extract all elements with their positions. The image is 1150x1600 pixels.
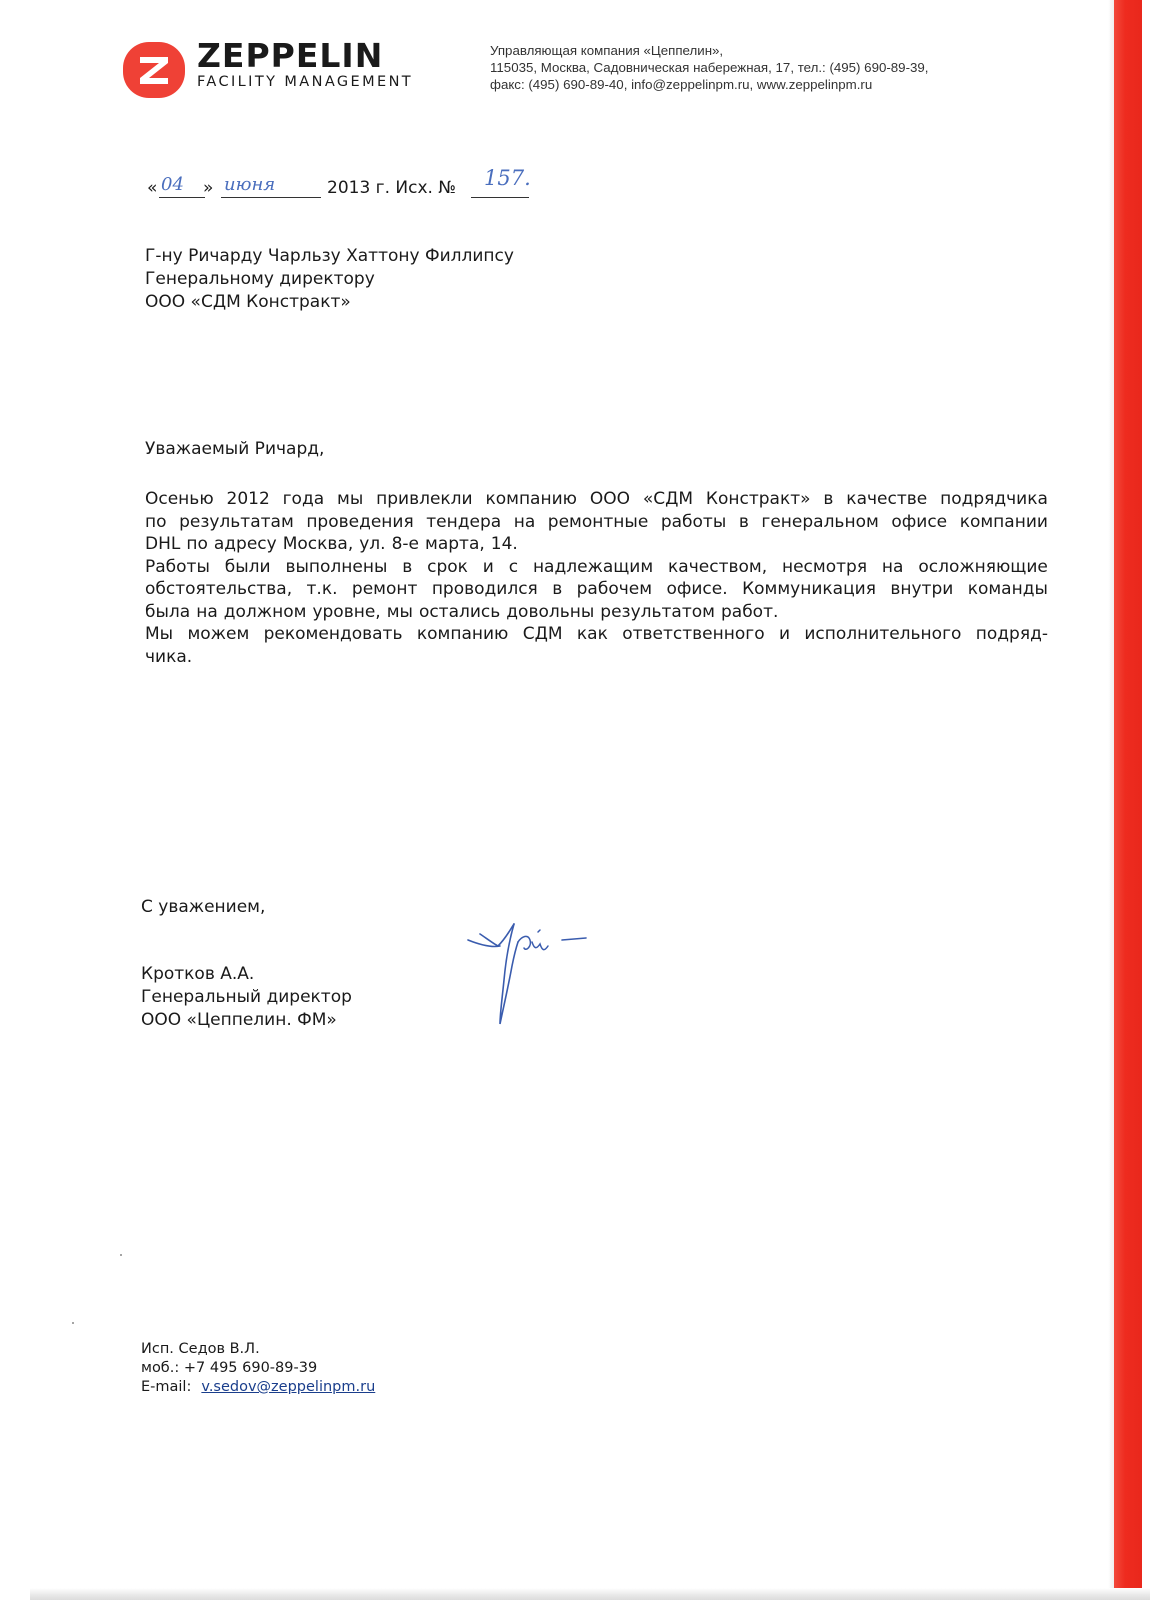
closing-text: С уважением, — [141, 897, 266, 917]
company-info-line: 115035, Москва, Садовническая набережная, 17, тел.: (495) 690-89-39, — [490, 60, 929, 75]
body-word: чика. — [145, 646, 193, 667]
body-word: Констракт» — [705, 489, 811, 509]
month-underline — [221, 197, 321, 198]
scan-speck — [120, 1254, 122, 1256]
body-word: можем — [187, 624, 250, 644]
body-word: офисе. — [666, 579, 728, 599]
body-word: довольны — [506, 601, 595, 622]
recipient-name: Г-ну Ричарду Чарльзу Хаттону Филлипсу — [145, 246, 514, 266]
body-word: на — [881, 556, 904, 577]
body-word: и — [482, 556, 494, 577]
closing — [141, 896, 265, 919]
body-word: были — [224, 556, 271, 577]
body-word: проведения — [306, 511, 414, 532]
body-word: срок — [427, 556, 468, 577]
body-word: года — [282, 489, 325, 509]
body-word: ремонт — [351, 579, 418, 599]
body-word: привлекли — [376, 489, 473, 509]
body-word: результатам — [179, 511, 294, 532]
body-word: работы — [660, 511, 727, 532]
body-line — [145, 556, 1048, 579]
ref-number-handwritten: 157. — [484, 166, 531, 190]
body-word: Коммуникация — [742, 579, 876, 599]
body-word: качеством, — [668, 556, 768, 577]
salutation-text: Уважаемый Ричард, — [145, 439, 325, 459]
body-word: 14. — [490, 534, 518, 554]
body-word: исполнительного — [804, 624, 962, 644]
body-word: т.к. — [306, 579, 338, 599]
email-link[interactable]: v.sedov@zeppelinpm.ru — [201, 1379, 376, 1395]
executor-name: Исп. Седов В.Л. — [141, 1341, 260, 1357]
zeppelin-z-logo-icon — [123, 42, 185, 98]
body-word: обстоятельства, — [145, 579, 293, 599]
signer-company: ООО «Цеппелин. ФМ» — [141, 1010, 337, 1030]
number-underline — [471, 197, 529, 198]
body-word: «СДМ — [642, 489, 694, 509]
email-label: E-mail: — [141, 1379, 192, 1395]
body-word: Работы — [145, 556, 210, 577]
body-word: адресу — [213, 534, 277, 554]
day-underline — [159, 197, 205, 198]
date-day-handwritten: 04 — [161, 174, 184, 195]
handwritten-signature — [466, 918, 596, 1046]
body-word: марта, — [425, 534, 485, 554]
executor-email-row — [141, 1378, 375, 1397]
body-line — [145, 488, 1048, 511]
scan-speck — [72, 1322, 74, 1324]
body-word: на — [196, 601, 218, 622]
salutation — [145, 438, 324, 461]
executor-mobile: моб.: +7 495 690-89-39 — [141, 1360, 318, 1376]
body-word: работ. — [720, 601, 779, 622]
page-bottom-edge — [30, 1588, 1150, 1600]
body-word: на — [513, 511, 536, 532]
body-line — [145, 511, 1048, 534]
recipient-position: Генеральному директору — [145, 269, 375, 289]
body-word: остались — [418, 601, 501, 622]
company-info-line: Управляющая компания «Цеппелин», — [490, 43, 724, 58]
body-line — [145, 533, 1048, 556]
body-word: по — [145, 511, 167, 532]
letter-body — [145, 488, 1048, 668]
body-word: качестве — [846, 489, 928, 509]
body-word: подрядчика — [940, 489, 1048, 509]
body-word: в — [823, 489, 834, 509]
body-word: 8-е — [391, 534, 420, 554]
body-line — [145, 601, 1048, 624]
logo-subtitle: FACILITY MANAGEMENT — [197, 74, 414, 90]
body-word: Осенью — [145, 489, 214, 509]
body-word: несмотря — [781, 556, 868, 577]
body-word: по — [186, 534, 208, 554]
body-word: должном — [223, 601, 307, 622]
date-close-quote: » — [203, 178, 214, 198]
body-line — [145, 578, 1048, 601]
recipient-block — [145, 245, 514, 314]
body-word: компанию — [485, 489, 577, 509]
signer-block — [141, 963, 352, 1032]
body-word: и — [778, 624, 791, 644]
body-word: команды — [967, 579, 1048, 599]
executor-footer — [141, 1340, 375, 1397]
signer-name: Кротков А.А. — [141, 964, 255, 984]
body-word: рабочем — [576, 579, 653, 599]
body-word: внутри — [890, 579, 954, 599]
body-word: компанию — [416, 624, 509, 644]
body-word: подряд- — [975, 624, 1048, 644]
signer-position: Генеральный директор — [141, 987, 352, 1007]
body-word: в — [738, 511, 749, 532]
body-word: уровне, — [312, 601, 381, 622]
date-open-quote: « — [147, 178, 158, 198]
recipient-company: ООО «СДМ Констракт» — [145, 292, 351, 312]
body-word: проводился — [431, 579, 538, 599]
body-word: рекомендовать — [263, 624, 403, 644]
body-word: надлежащим — [532, 556, 654, 577]
date-year-ref-label: 2013 г. Исх. № — [327, 178, 457, 198]
date-month-handwritten: июня — [224, 174, 276, 195]
body-word: была — [145, 601, 191, 622]
red-side-stripe — [1114, 0, 1142, 1596]
body-word: ООО — [589, 489, 630, 509]
body-word: DHL — [145, 534, 181, 554]
body-word: результатом — [600, 601, 715, 622]
body-word: 2012 — [226, 489, 270, 509]
body-word: мы — [386, 601, 413, 622]
body-word: ул. — [359, 534, 386, 554]
body-line — [145, 623, 1048, 646]
body-word: ответственного — [622, 624, 765, 644]
body-word: тендера — [426, 511, 502, 532]
body-word: Москва, — [282, 534, 354, 554]
body-word: выполнены — [285, 556, 388, 577]
body-word: с — [508, 556, 519, 577]
body-word: в — [402, 556, 413, 577]
body-word: мы — [337, 489, 364, 509]
company-info-line: факс: (495) 690-89-40, info@zeppelinpm.ru, www.zeppelinpm.ru — [490, 77, 873, 92]
body-word: компании — [959, 511, 1048, 532]
logo-wordmark: ZEPPELIN — [197, 36, 384, 75]
body-word: ремонтные — [547, 511, 649, 532]
body-word: в — [552, 579, 563, 599]
body-word: осложняющие — [918, 556, 1048, 577]
body-word: как — [576, 624, 608, 644]
body-word: Мы — [145, 624, 174, 644]
body-word: офисе — [891, 511, 948, 532]
body-line — [145, 646, 1048, 669]
body-word: генеральном — [761, 511, 879, 532]
body-word: СДМ — [522, 624, 563, 644]
company-contact-info — [490, 42, 1090, 93]
